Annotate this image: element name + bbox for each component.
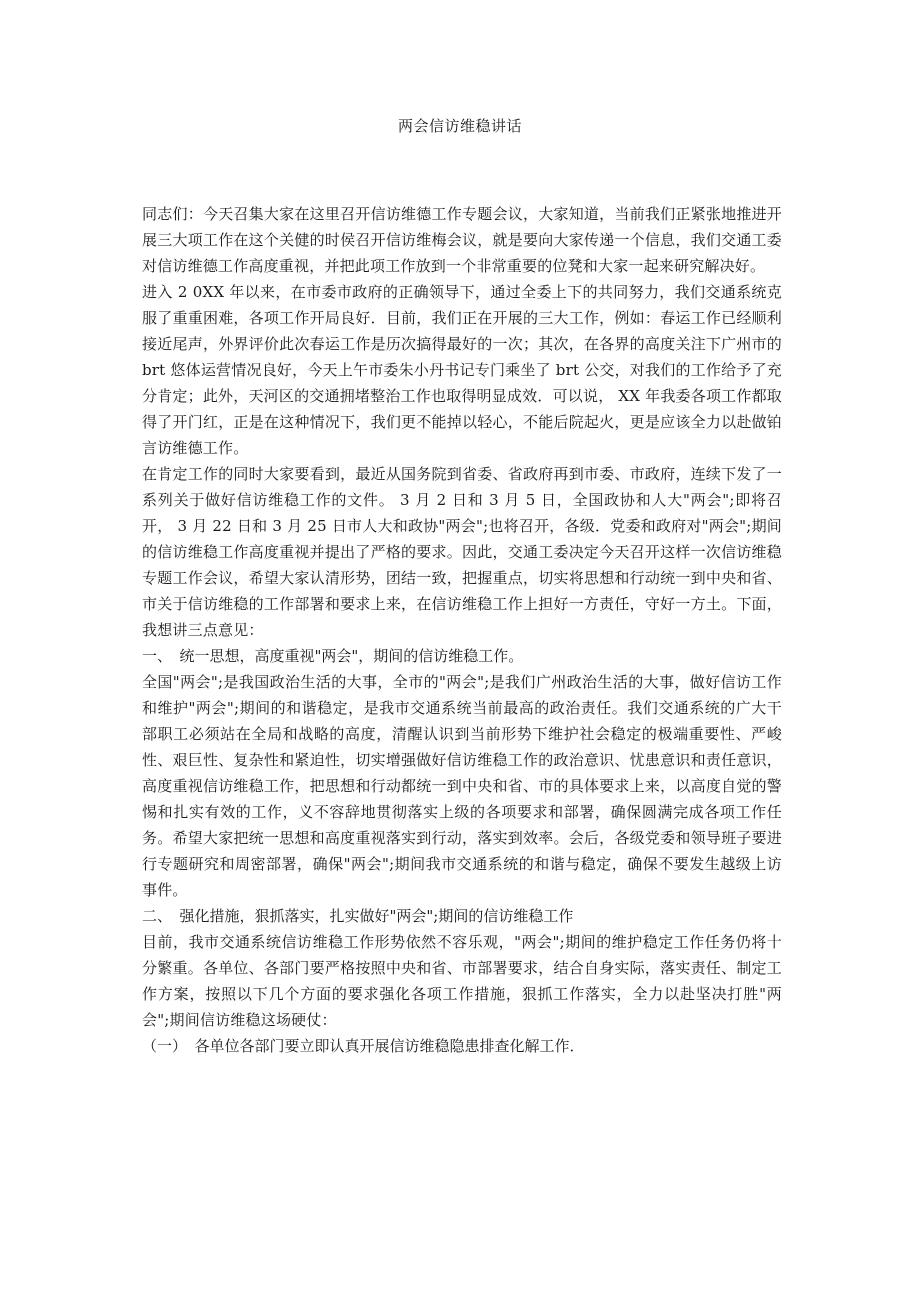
document-body: [142, 201, 782, 1059]
section-paragraph-1: 全国"两会";是我国政治生活的大事，全市的"两会";是我们广州政治生活的大事，做好信访工作和维护"两会";期间的和谐稳定，是我市交通系统当前最高的政治责任。我们交通系统的广大干部职工必须站在全局和战略的高度，清醒认识到当前形势下维护社会稳定的极端重要性、严峻性、艰巨性、复杂性和紧迫性，切实增强做好信访维稳工作的政治意识、忧患意识和责任意识，高度重视信访维稳工作，把思想和行动都统一到中央和省、市的具体要求上来，以高度自觉的警惕和扎实有效的工作，义不容辞地贯彻落实上级的各项要求和部署，确保圆满完成各项工作任务。希望大家把统一思想和高度重视落实到行动，落实到效率。会后，各级党委和领导班子要进行专题研究和周密部署，确保"两会";期间我市交通系统的和谐与稳定，确保不要发生越级上访事件。: [142, 673, 782, 899]
paragraph-progress: 进入 2 0XX 年以来，在市委市政府的正确领导下，通过全委上下的共同努力，我们交通系统克服了重重困难，各项工作开局良好．目前，我们正在开展的三大工作，例如：春运工作已经顺利接近尾声，外界评价此次春运工作是历次搞得最好的一次；其次，在各界的高度关注下广州市的 brt 悠体运营情况良好，今天上午市委朱小丹书记专门乘坐了 brt 公交，对我们的工作给予了充分肯定；此外，天河区的交通拥堵整治工作也取得明显成效．可以说， XX 年我委各项工作都取得了开门红，正是在这种情况下，我们更不能掉以轻心，不能后院起火，更是应该全力以赴做铂言访维德工作。: [142, 283, 782, 457]
section-heading-2: 二、 强化措施，狠抓落实，扎实做好"两会";期间的信访维稳工作: [142, 907, 574, 925]
section-heading-1: 一、 统一思想，高度重视"两会"，期间的信访维稳工作。: [142, 647, 524, 665]
document-title: 两会信访维稳讲话: [397, 117, 522, 135]
paragraph-context: 在肯定工作的同时大家要看到，最近从国务院到省委、省政府再到市委、市政府，连续下发了一系列关于做好信访维稳工作的文件。 3 月 2 日和 3 月 5 日，全国政协和人大"两会";即将召开， 3 月 22 日和 3 月 25 日市人大和政协"两会";也将召开，各级．党委和政府对"两会";期间的信访维稳工作高度重视并提出了严格的要求。因此，交通工委决定今天召开这样一次信访维稳专题工作会议，希望大家认清形势，团结一致，把握重点，切实将思想和行动统一到中央和省、市关于信访维稳的工作部署和要求上来，在信访维稳工作上担好一方责任，守好一方土。下面，我想讲三点意见：: [142, 465, 782, 639]
subsection-heading-1: （一） 各单位各部门要立即认真开展信访维稳隐患排查化解工作．: [142, 1037, 585, 1055]
section-paragraph-2: 目前，我市交通系统信访维稳工作形势依然不容乐观，"两会";期间的维护稳定工作任务仍将十分繁重。各单位、各部门要严格按照中央和省、市部署要求，结合自身实际，落实责任、制定工作方案，按照以下几个方面的要求强化各项工作措施，狠抓工作落实，全力以赴坚决打胜"两会";期间信访维稳这场硬仗：: [142, 933, 782, 1029]
paragraph-opening: 同志们：今天召集大家在这里召开信访维德工作专题会议，大家知道，当前我们正紧张地推进开展三大项工作在这个关健的时侯召开信访维梅会议，就是要向大家传递一个信息，我们交通工委对信访维德工作高度重视，并把此项工作放到一个非常重要的位凳和大家一起来研究解决好。: [142, 205, 782, 275]
